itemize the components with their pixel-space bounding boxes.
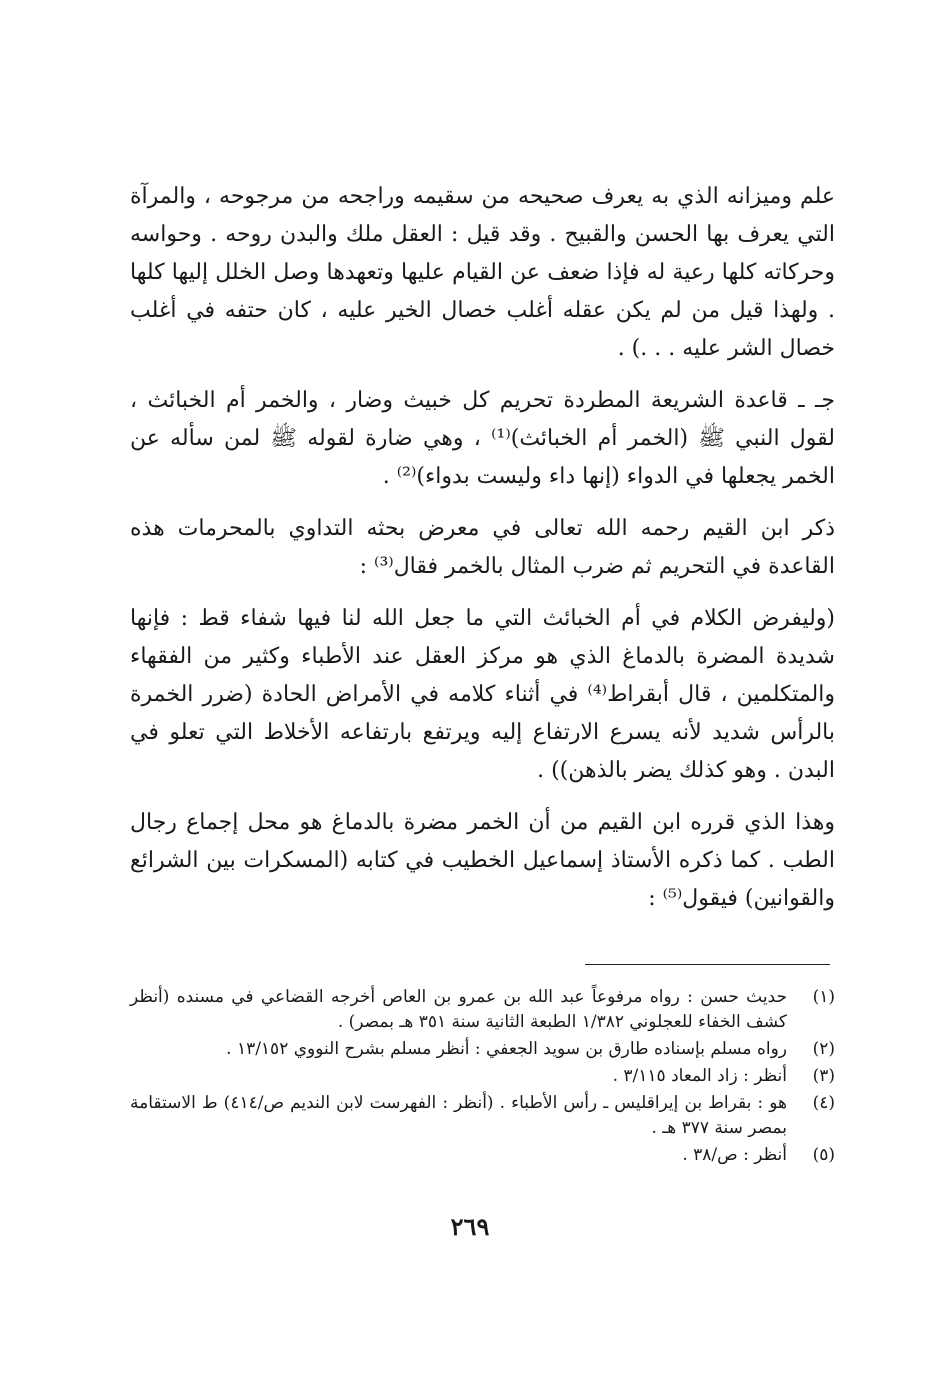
paragraph-rule-jim: جـ ـ قاعدة الشريعة المطردة تحريم كل خبيث وضار ، والخمر أم الخبائث ، لقول النبي ﷺ (الخمر أم الخبائث)⁽¹⁾ ، وهي ضارة لقوله ﷺ لمن سأله عن الخمر يجعلها في الدواء (إنها داء وليست بدواء)⁽²⁾ . <box>130 388 835 489</box>
footnote-item <box>130 1064 835 1089</box>
paragraph-quote-continuation: علم وميزانه الذي به يعرف صحيحه من سقيمه وراجحه من مرجوحه ، والمرآة التي يعرف بها الحسن والقبيح . وقد قيل : العقل ملك والبدن روحه . وحواسه وحركاته كلها رعية له فإذا ضعف عن القيام عليها وتعهدها وصل الخلل إليها كلها . ولهذا قيل من لم يكن عقله أغلب خصال الخير عليه ، كان حتفه في أغلب خصال الشر عليه . . .) . <box>130 184 835 361</box>
footnote-text: رواه مسلم بإسناده طارق بن سويد الجعفي : أنظر مسلم بشرح النووي ١٣/١٥٢ . <box>226 1039 787 1059</box>
page-number: ٢٦٩ <box>450 1212 490 1241</box>
footnotes <box>130 985 835 1170</box>
footnote-text: هو : بقراط بن إيراقليس ـ رأس الأطباء . (أنظر : الفهرست لابن النديم ص/٤١٤) ط الاستقامة بمصر سنة ٣٧٧ هـ . <box>130 1093 787 1138</box>
paragraph-khamr-quote: (وليفرض الكلام في أم الخبائث التي ما جعل الله لنا فيها شفاء قط : فإنها شديدة المضرة بالدماغ الذي هو مركز العقل عند الأطباء وكثير من الفقهاء والمتكلمين ، قال أبقراط⁽⁴⁾ في أثناء كلامه في الأمراض الحادة (ضرر الخمرة بالرأس شديد لأنه يسرع الارتفاع إليه ويرتفع بارتفاعه الأخلاط التي تعلو في البدن . وهو كذلك يضر بالذهن)) . <box>130 606 835 783</box>
footnote-number: (٥) <box>812 1145 835 1165</box>
footnote-text: أنظر : ص/٣٨ . <box>682 1145 787 1165</box>
footnote-item <box>130 1091 835 1141</box>
footnote-number: (٢) <box>812 1039 835 1059</box>
footnote-item <box>130 985 835 1035</box>
footnote-item <box>130 1037 835 1062</box>
footnote-number: (٣) <box>812 1066 835 1086</box>
footnote-text: أنظر : زاد المعاد ٣/١١٥ . <box>612 1066 787 1086</box>
footnote-text: حديث حسن : رواه مرفوعاً عبد الله بن عمرو بن العاص أخرجه القضاعي في مسنده (أنظر كشف الخفاء للعجلوني ١/٣٨٢ الطبعة الثانية سنة ٣٥١ هـ بمصر) . <box>130 987 787 1032</box>
paragraph-ibn-alqayyim: ذكر ابن القيم رحمه الله تعالى في معرض بحثه التداوي بالمحرمات هذه القاعدة في التحريم ثم ضرب المثال بالخمر فقال⁽³⁾ : <box>130 516 835 579</box>
footnote-number: (٤) <box>812 1093 835 1113</box>
paragraph-consensus: وهذا الذي قرره ابن القيم من أن الخمر مضرة بالدماغ هو محل إجماع رجال الطب . كما ذكره الأستاذ إسماعيل الخطيب في كتابه (المسكرات بين الشرائع والقوانين) فيقول⁽⁵⁾ : <box>130 810 835 911</box>
footnote-number: (١) <box>812 987 835 1007</box>
footnote-item <box>130 1143 835 1168</box>
footnote-divider <box>585 964 830 965</box>
main-text <box>130 178 835 932</box>
